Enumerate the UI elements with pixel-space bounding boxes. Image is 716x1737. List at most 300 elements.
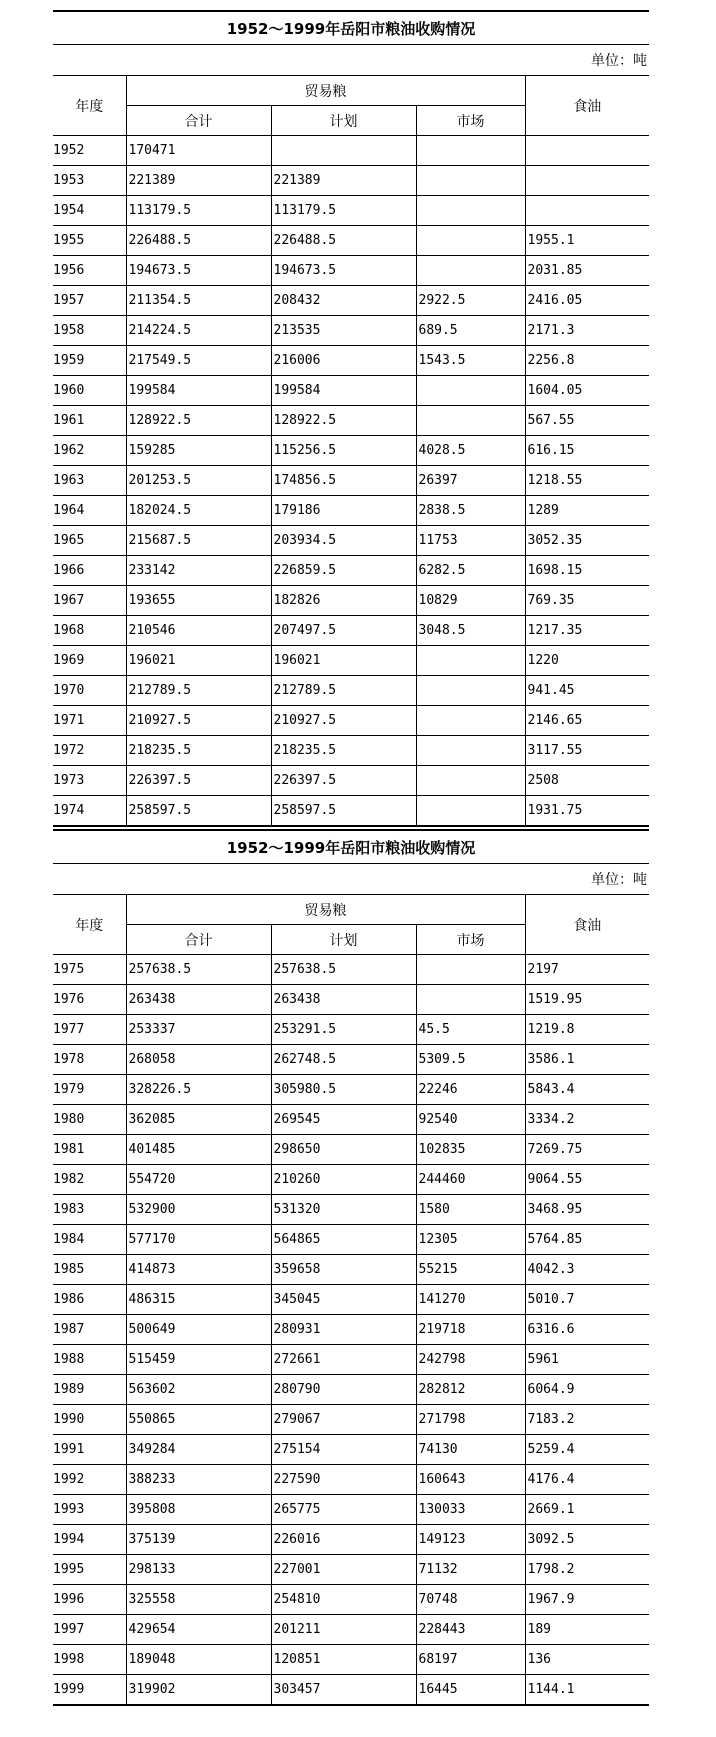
year-cell: 1969 [53,646,126,676]
total-cell: 128922.5 [126,406,271,436]
oil-cell: 1967.9 [525,1585,649,1615]
plan-cell: 359658 [271,1255,416,1285]
total-cell: 395808 [126,1495,271,1525]
year-cell: 1974 [53,796,126,827]
year-cell: 1996 [53,1585,126,1615]
table-row [53,166,649,196]
oil-cell: 9064.55 [525,1165,649,1195]
market-cell: 74130 [416,1435,525,1465]
table-row [53,556,649,586]
table-row [53,955,649,985]
oil-cell: 2669.1 [525,1495,649,1525]
market-cell: 1580 [416,1195,525,1225]
plan-cell: 196021 [271,646,416,676]
total-cell: 429654 [126,1615,271,1645]
market-cell: 22246 [416,1075,525,1105]
header-year: 年度 [53,895,126,955]
plan-cell: 265775 [271,1495,416,1525]
market-cell: 228443 [416,1615,525,1645]
total-cell: 221389 [126,166,271,196]
plan-cell: 227001 [271,1555,416,1585]
year-cell: 1983 [53,1195,126,1225]
year-cell: 1952 [53,136,126,166]
total-cell: 388233 [126,1465,271,1495]
market-cell: 242798 [416,1345,525,1375]
oil-cell: 2171.3 [525,316,649,346]
total-cell: 362085 [126,1105,271,1135]
oil-cell: 1219.8 [525,1015,649,1045]
market-cell: 160643 [416,1465,525,1495]
market-cell: 55215 [416,1255,525,1285]
market-cell: 71132 [416,1555,525,1585]
table-row [53,766,649,796]
year-cell: 1984 [53,1225,126,1255]
oil-cell: 1217.35 [525,616,649,646]
plan-cell: 345045 [271,1285,416,1315]
oil-cell: 1798.2 [525,1555,649,1585]
header-market: 市场 [416,925,525,955]
market-cell [416,376,525,406]
year-cell: 1979 [53,1075,126,1105]
table-row [53,196,649,226]
oil-cell: 1604.05 [525,376,649,406]
year-cell: 1963 [53,466,126,496]
plan-cell: 303457 [271,1675,416,1706]
total-cell: 515459 [126,1345,271,1375]
total-cell: 211354.5 [126,286,271,316]
plan-cell: 207497.5 [271,616,416,646]
plan-cell: 262748.5 [271,1045,416,1075]
header-oil: 食油 [525,76,649,136]
unit-label: 单位：吨 [591,53,647,69]
plan-cell: 115256.5 [271,436,416,466]
oil-cell [525,166,649,196]
table-row [53,676,649,706]
table-row [53,736,649,766]
total-cell: 349284 [126,1435,271,1465]
year-cell: 1993 [53,1495,126,1525]
total-cell: 268058 [126,1045,271,1075]
plan-cell: 210927.5 [271,706,416,736]
market-cell: 2922.5 [416,286,525,316]
table-row [53,226,649,256]
market-cell: 244460 [416,1165,525,1195]
total-cell: 298133 [126,1555,271,1585]
year-cell: 1961 [53,406,126,436]
oil-cell: 2146.65 [525,706,649,736]
table-row [53,1375,649,1405]
plan-cell: 305980.5 [271,1075,416,1105]
oil-cell: 1955.1 [525,226,649,256]
market-cell [416,676,525,706]
total-cell: 486315 [126,1285,271,1315]
market-cell: 130033 [416,1495,525,1525]
total-cell: 550865 [126,1405,271,1435]
plan-cell: 182826 [271,586,416,616]
plan-cell [271,136,416,166]
plan-cell: 263438 [271,985,416,1015]
total-cell: 226488.5 [126,226,271,256]
year-cell: 1990 [53,1405,126,1435]
year-cell: 1966 [53,556,126,586]
plan-cell: 208432 [271,286,416,316]
total-cell: 532900 [126,1195,271,1225]
oil-cell: 6064.9 [525,1375,649,1405]
header-plan: 计划 [271,106,416,136]
total-cell: 182024.5 [126,496,271,526]
market-cell: 92540 [416,1105,525,1135]
plan-cell: 212789.5 [271,676,416,706]
header-plan: 计划 [271,925,416,955]
table-row [53,1315,649,1345]
table-row [53,496,649,526]
year-cell: 1982 [53,1165,126,1195]
plan-cell: 564865 [271,1225,416,1255]
total-cell: 218235.5 [126,736,271,766]
market-cell: 16445 [416,1675,525,1706]
table-row [53,346,649,376]
table-title: 1952～1999年岳阳市粮油收购情况 [53,10,649,45]
table-row [53,1075,649,1105]
plan-cell: 254810 [271,1585,416,1615]
table-row [53,706,649,736]
total-cell: 215687.5 [126,526,271,556]
page [53,0,649,1706]
table-row [53,316,649,346]
market-cell [416,706,525,736]
total-cell: 214224.5 [126,316,271,346]
year-cell: 1997 [53,1615,126,1645]
table-section-1952-1974 [53,10,649,827]
oil-cell: 5764.85 [525,1225,649,1255]
header-total: 合计 [126,106,271,136]
total-cell: 212789.5 [126,676,271,706]
market-cell: 4028.5 [416,436,525,466]
total-cell: 196021 [126,646,271,676]
total-cell: 189048 [126,1645,271,1675]
market-cell: 45.5 [416,1015,525,1045]
market-cell [416,166,525,196]
market-cell: 282812 [416,1375,525,1405]
oil-cell: 1519.95 [525,985,649,1015]
grain-oil-table [53,75,649,827]
table-row [53,286,649,316]
year-cell: 1964 [53,496,126,526]
oil-cell: 1220 [525,646,649,676]
total-cell: 170471 [126,136,271,166]
plan-cell: 272661 [271,1345,416,1375]
table-row [53,1615,649,1645]
table-row [53,985,649,1015]
oil-cell: 1218.55 [525,466,649,496]
table-row [53,1015,649,1045]
plan-cell: 218235.5 [271,736,416,766]
plan-cell: 258597.5 [271,796,416,827]
year-cell: 1978 [53,1045,126,1075]
plan-cell: 203934.5 [271,526,416,556]
plan-cell: 120851 [271,1645,416,1675]
table-row [53,1525,649,1555]
table-row [53,1435,649,1465]
table-row [53,1105,649,1135]
plan-cell: 275154 [271,1435,416,1465]
table-row [53,1405,649,1435]
oil-cell: 3092.5 [525,1525,649,1555]
total-cell: 253337 [126,1015,271,1045]
table-row [53,1555,649,1585]
oil-cell: 4176.4 [525,1465,649,1495]
year-cell: 1954 [53,196,126,226]
total-cell: 257638.5 [126,955,271,985]
oil-cell: 567.55 [525,406,649,436]
market-cell: 271798 [416,1405,525,1435]
year-cell: 1959 [53,346,126,376]
total-cell: 328226.5 [126,1075,271,1105]
unit-label: 单位：吨 [591,872,647,888]
table-row [53,646,649,676]
table-body [53,136,649,827]
plan-cell: 257638.5 [271,955,416,985]
market-cell: 70748 [416,1585,525,1615]
plan-cell: 210260 [271,1165,416,1195]
oil-cell: 2031.85 [525,256,649,286]
market-cell: 1543.5 [416,346,525,376]
market-cell [416,256,525,286]
oil-cell: 1144.1 [525,1675,649,1706]
year-cell: 1968 [53,616,126,646]
year-cell: 1970 [53,676,126,706]
oil-cell: 2508 [525,766,649,796]
table-row [53,796,649,827]
year-cell: 1960 [53,376,126,406]
plan-cell: 269545 [271,1105,416,1135]
year-cell: 1977 [53,1015,126,1045]
table-row [53,586,649,616]
plan-cell: 531320 [271,1195,416,1225]
plan-cell: 226397.5 [271,766,416,796]
oil-cell: 3052.35 [525,526,649,556]
market-cell: 2838.5 [416,496,525,526]
table-row [53,1465,649,1495]
oil-cell: 941.45 [525,676,649,706]
plan-cell: 128922.5 [271,406,416,436]
table-row [53,526,649,556]
plan-cell: 280790 [271,1375,416,1405]
table-row [53,466,649,496]
market-cell: 149123 [416,1525,525,1555]
market-cell: 12305 [416,1225,525,1255]
oil-cell [525,136,649,166]
total-cell: 563602 [126,1375,271,1405]
total-cell: 199584 [126,376,271,406]
oil-cell: 1289 [525,496,649,526]
year-cell: 1958 [53,316,126,346]
market-cell [416,736,525,766]
year-cell: 1981 [53,1135,126,1165]
plan-cell: 280931 [271,1315,416,1345]
table-row [53,1195,649,1225]
market-cell: 68197 [416,1645,525,1675]
plan-cell: 194673.5 [271,256,416,286]
table-row [53,1345,649,1375]
header-trade-grain: 贸易粮 [126,895,525,925]
table-row [53,376,649,406]
total-cell: 233142 [126,556,271,586]
year-cell: 1962 [53,436,126,466]
market-cell: 689.5 [416,316,525,346]
table-row [53,136,649,166]
year-cell: 1973 [53,766,126,796]
table-row [53,1225,649,1255]
plan-cell: 226859.5 [271,556,416,586]
header-market: 市场 [416,106,525,136]
oil-cell: 4042.3 [525,1255,649,1285]
year-cell: 1955 [53,226,126,256]
table-row [53,1645,649,1675]
year-cell: 1998 [53,1645,126,1675]
market-cell [416,196,525,226]
market-cell: 11753 [416,526,525,556]
total-cell: 401485 [126,1135,271,1165]
table-row [53,1285,649,1315]
table-row [53,436,649,466]
year-cell: 1980 [53,1105,126,1135]
total-cell: 319902 [126,1675,271,1706]
year-cell: 1975 [53,955,126,985]
market-cell [416,766,525,796]
year-cell: 1953 [53,166,126,196]
grain-oil-table [53,894,649,1706]
oil-cell: 6316.6 [525,1315,649,1345]
market-cell: 10829 [416,586,525,616]
total-cell: 193655 [126,586,271,616]
table-row [53,1135,649,1165]
market-cell: 141270 [416,1285,525,1315]
table-row [53,406,649,436]
plan-cell: 174856.5 [271,466,416,496]
market-cell [416,226,525,256]
oil-cell: 7183.2 [525,1405,649,1435]
oil-cell: 2197 [525,955,649,985]
oil-cell: 2416.05 [525,286,649,316]
market-cell: 6282.5 [416,556,525,586]
oil-cell: 616.15 [525,436,649,466]
total-cell: 258597.5 [126,796,271,827]
total-cell: 194673.5 [126,256,271,286]
plan-cell: 279067 [271,1405,416,1435]
year-cell: 1976 [53,985,126,1015]
market-cell: 26397 [416,466,525,496]
total-cell: 113179.5 [126,196,271,226]
total-cell: 159285 [126,436,271,466]
year-cell: 1986 [53,1285,126,1315]
market-cell [416,955,525,985]
year-cell: 1971 [53,706,126,736]
header-total: 合计 [126,925,271,955]
plan-cell: 179186 [271,496,416,526]
market-cell [416,796,525,827]
oil-cell: 5259.4 [525,1435,649,1465]
oil-cell: 769.35 [525,586,649,616]
oil-cell: 2256.8 [525,346,649,376]
table-row [53,1045,649,1075]
plan-cell: 226016 [271,1525,416,1555]
table-row [53,616,649,646]
market-cell [416,646,525,676]
header-year: 年度 [53,76,126,136]
table-body [53,955,649,1706]
market-cell: 3048.5 [416,616,525,646]
total-cell: 226397.5 [126,766,271,796]
total-cell: 201253.5 [126,466,271,496]
total-cell: 414873 [126,1255,271,1285]
total-cell: 325558 [126,1585,271,1615]
table-row [53,1495,649,1525]
oil-cell: 7269.75 [525,1135,649,1165]
year-cell: 1999 [53,1675,126,1706]
market-cell: 219718 [416,1315,525,1345]
total-cell: 210927.5 [126,706,271,736]
header-trade-grain: 贸易粮 [126,76,525,106]
plan-cell: 216006 [271,346,416,376]
oil-cell: 189 [525,1615,649,1645]
year-cell: 1965 [53,526,126,556]
oil-cell: 5961 [525,1345,649,1375]
year-cell: 1985 [53,1255,126,1285]
plan-cell: 298650 [271,1135,416,1165]
market-cell: 102835 [416,1135,525,1165]
plan-cell: 199584 [271,376,416,406]
year-cell: 1992 [53,1465,126,1495]
market-cell [416,136,525,166]
plan-cell: 113179.5 [271,196,416,226]
table-title: 1952～1999年岳阳市粮油收购情况 [53,829,649,864]
oil-cell: 3468.95 [525,1195,649,1225]
year-cell: 1987 [53,1315,126,1345]
oil-cell: 5843.4 [525,1075,649,1105]
total-cell: 500649 [126,1315,271,1345]
oil-cell: 136 [525,1645,649,1675]
year-cell: 1967 [53,586,126,616]
plan-cell: 227590 [271,1465,416,1495]
plan-cell: 221389 [271,166,416,196]
plan-cell: 201211 [271,1615,416,1645]
year-cell: 1988 [53,1345,126,1375]
year-cell: 1972 [53,736,126,766]
year-cell: 1957 [53,286,126,316]
market-cell: 5309.5 [416,1045,525,1075]
oil-cell: 3334.2 [525,1105,649,1135]
oil-cell: 3586.1 [525,1045,649,1075]
table-row [53,1585,649,1615]
table-row [53,1255,649,1285]
oil-cell: 1698.15 [525,556,649,586]
table-section-1975-1999 [53,829,649,1706]
oil-cell: 5010.7 [525,1285,649,1315]
plan-cell: 226488.5 [271,226,416,256]
table-row [53,1675,649,1706]
market-cell [416,985,525,1015]
year-cell: 1994 [53,1525,126,1555]
year-cell: 1991 [53,1435,126,1465]
year-cell: 1995 [53,1555,126,1585]
total-cell: 554720 [126,1165,271,1195]
header-oil: 食油 [525,895,649,955]
total-cell: 217549.5 [126,346,271,376]
oil-cell: 3117.55 [525,736,649,766]
market-cell [416,406,525,436]
total-cell: 375139 [126,1525,271,1555]
